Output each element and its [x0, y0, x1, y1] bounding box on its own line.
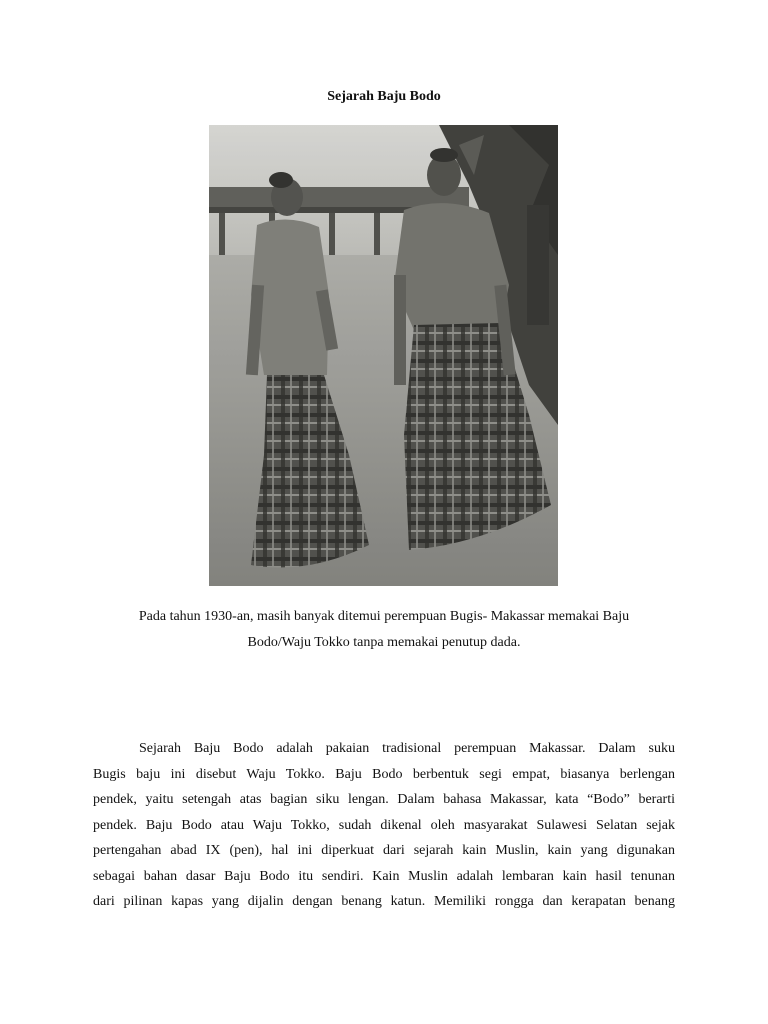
body-line: dari pilinan kapas yang dijalin dengan benang katun. Memiliki rongga dan kerapatan benang: [93, 894, 675, 909]
caption-line-2: Bodo/Waju Tokko tanpa memakai penutup dada.: [247, 635, 521, 650]
body-line: pendek. Baju Bodo atau Waju Tokko, sudah dikenal oleh masyarakat Sulawesi Selatan sejak: [93, 817, 675, 833]
page-title: Sejarah Baju Bodo: [327, 89, 441, 104]
historical-photo: [209, 125, 558, 586]
body-line: pertengahan abad IX (pen), hal ini diperkuat dari sejarah kain Muslin, kain yang digunakan: [93, 843, 675, 858]
body-line: pendek, yaitu setengah atas bagian siku lengan. Dalam bahasa Makassar, kata “Bodo” berarti: [93, 792, 675, 807]
body-line: Bugis baju ini disebut Waju Tokko. Baju Bodo berbentuk segi empat, biasanya berlengan: [93, 766, 675, 782]
body-line: Sejarah Baju Bodo adalah pakaian tradisional perempuan Makassar. Dalam suku: [139, 741, 675, 756]
body-paragraph: [93, 736, 675, 915]
body-line: sebagai bahan dasar Baju Bodo itu sendiri. Kain Muslin adalah lembaran kain hasil tenunan: [93, 868, 675, 884]
caption-line-1: Pada tahun 1930-an, masih banyak ditemui perempuan Bugis- Makassar memakai Baju: [138, 609, 630, 624]
photo-caption: [60, 604, 708, 656]
